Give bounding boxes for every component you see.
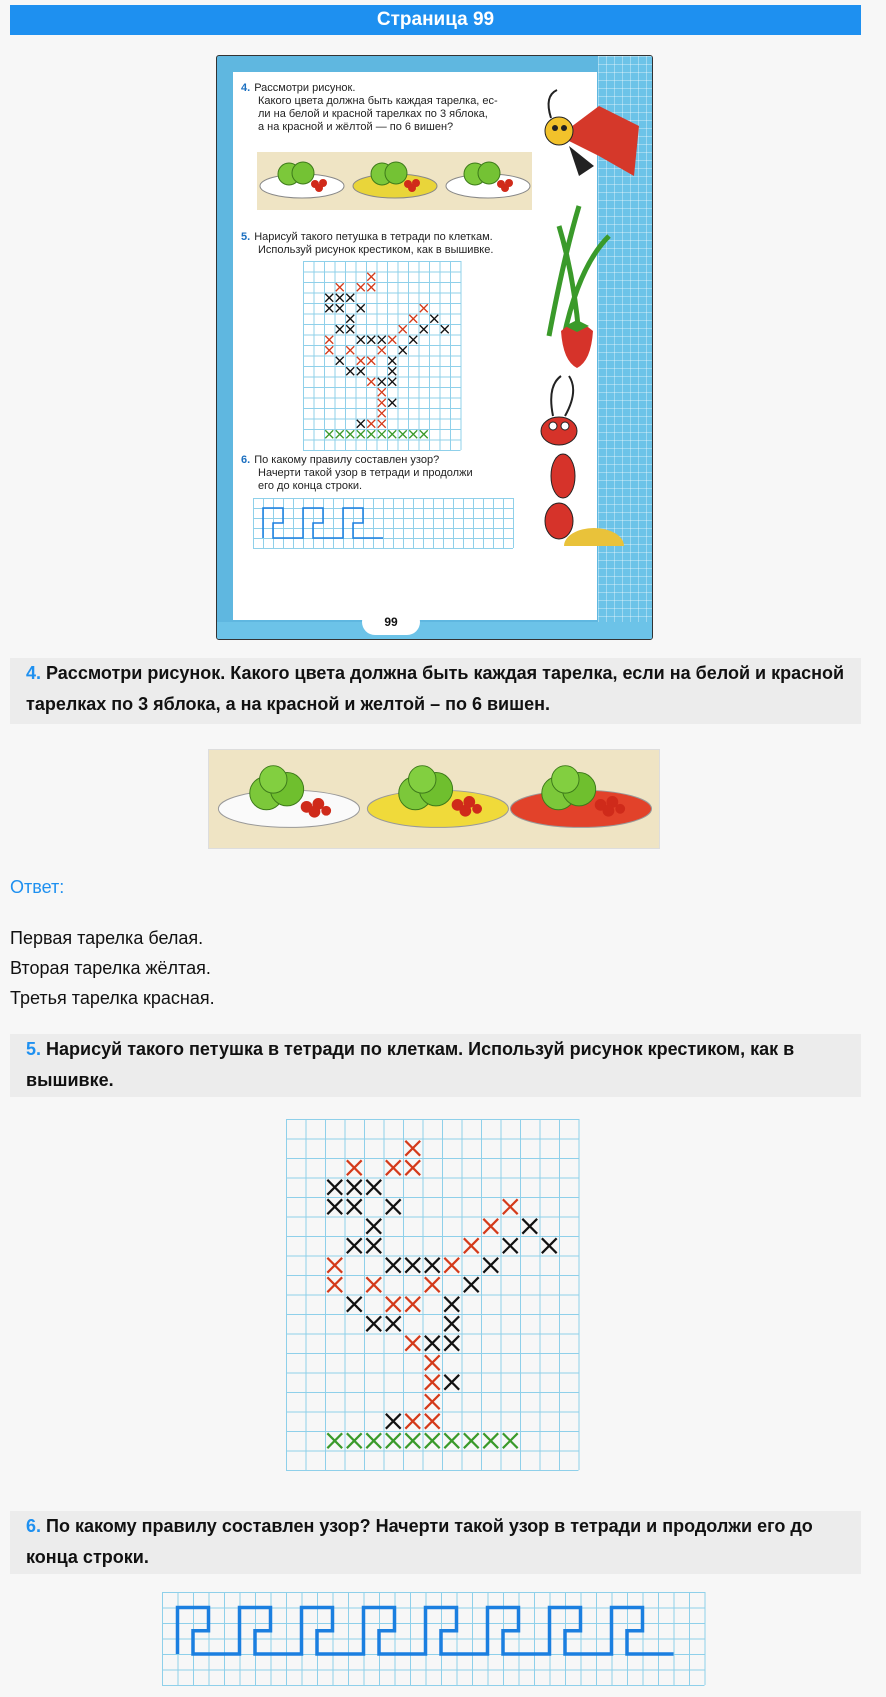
book-task-4-line: Какого цвета должна быть каждая тарелка, ес- bbox=[258, 95, 498, 107]
cross-stitch bbox=[409, 336, 417, 344]
cross-stitch bbox=[357, 430, 365, 438]
cross-stitch bbox=[378, 409, 386, 417]
cross-stitch bbox=[425, 1433, 440, 1448]
book-task-6-num: 6. bbox=[241, 454, 251, 466]
cross-stitch bbox=[542, 1238, 557, 1253]
answer-line: Третья тарелка красная. bbox=[10, 988, 215, 1008]
cross-stitch bbox=[346, 430, 354, 438]
cross-stitch bbox=[405, 1160, 420, 1175]
cross-stitch bbox=[522, 1219, 537, 1234]
task-5-number: 5. bbox=[26, 1039, 42, 1059]
cross-stitch bbox=[367, 273, 375, 281]
cross-stitch bbox=[483, 1433, 498, 1448]
plates-illustration bbox=[208, 749, 660, 849]
book-task-5-num: 5. bbox=[241, 231, 251, 243]
cross-stitch bbox=[325, 346, 333, 354]
cross-stitch bbox=[336, 304, 344, 312]
cross-stitch bbox=[378, 378, 386, 386]
cross-stitch bbox=[357, 420, 365, 428]
cross-stitch bbox=[378, 388, 386, 396]
task-6-text: По какому правилу составлен узор? Начерти такой узор в тетради и продолжи его до конца строки. bbox=[26, 1516, 813, 1567]
task-6-box bbox=[10, 1511, 861, 1574]
cross-stitch bbox=[409, 315, 417, 323]
cross-stitch bbox=[399, 346, 407, 354]
grid-lines bbox=[253, 498, 514, 549]
cross-stitch bbox=[347, 1180, 362, 1195]
cross-stitch bbox=[367, 420, 375, 428]
cross-stitch bbox=[444, 1297, 459, 1312]
cross-stitch bbox=[388, 399, 396, 407]
cross-stitch bbox=[405, 1258, 420, 1273]
task-4-text: Рассмотри рисунок. Какого цвета должна быть каждая тарелка, если на белой и красной тарелках по 3 яблока, а на красной и желтой – по 6 вишен. bbox=[26, 663, 845, 714]
cross-stitch bbox=[464, 1277, 479, 1292]
cross-stitch bbox=[405, 1141, 420, 1156]
grid-lines bbox=[303, 261, 461, 451]
cross-stitch bbox=[327, 1180, 342, 1195]
book-side-illustration bbox=[539, 76, 649, 546]
book-task-6 bbox=[241, 454, 473, 493]
textbook-bottom-border bbox=[217, 622, 653, 640]
cross-stitch bbox=[444, 1375, 459, 1390]
cross-stitch bbox=[336, 357, 344, 365]
cross-stitch bbox=[425, 1258, 440, 1273]
cross-stitch bbox=[503, 1433, 518, 1448]
answer-label: Ответ: bbox=[10, 877, 65, 897]
cross-stitch bbox=[357, 357, 365, 365]
cross-stitch bbox=[325, 336, 333, 344]
task-5-box bbox=[10, 1034, 861, 1097]
rooster-cross-stitch-grid bbox=[286, 1119, 586, 1479]
cross-stitch bbox=[444, 1316, 459, 1331]
cross-stitch bbox=[327, 1277, 342, 1292]
cross-stitch bbox=[425, 1394, 440, 1409]
cross-stitch bbox=[346, 346, 354, 354]
cross-stitch bbox=[399, 430, 407, 438]
cross-stitch bbox=[357, 336, 365, 344]
cross-stitch bbox=[346, 315, 354, 323]
answer-line: Первая тарелка белая. bbox=[10, 928, 204, 948]
book-pattern-grid bbox=[253, 498, 517, 550]
cross-stitch bbox=[388, 367, 396, 375]
book-task-5 bbox=[241, 231, 493, 257]
cross-stitch bbox=[386, 1433, 401, 1448]
cross-stitch bbox=[346, 325, 354, 333]
textbook-page-number: 99 bbox=[362, 609, 420, 635]
cross-stitch bbox=[347, 1433, 362, 1448]
cross-stitch bbox=[386, 1316, 401, 1331]
cross-stitch bbox=[483, 1258, 498, 1273]
cross-stitch bbox=[503, 1199, 518, 1214]
cross-stitch bbox=[366, 1238, 381, 1253]
book-task-4-num: 4. bbox=[241, 82, 251, 94]
cross-stitch bbox=[347, 1297, 362, 1312]
cross-stitch bbox=[378, 420, 386, 428]
cross-stitch bbox=[336, 294, 344, 302]
cross-stitch bbox=[386, 1160, 401, 1175]
cross-stitch bbox=[336, 325, 344, 333]
book-task-4 bbox=[241, 82, 498, 134]
cross-stitch bbox=[378, 399, 386, 407]
cross-stitch bbox=[367, 336, 375, 344]
cross-stitch bbox=[346, 294, 354, 302]
cross-stitch bbox=[388, 357, 396, 365]
cross-stitch bbox=[366, 1277, 381, 1292]
cross-stitch bbox=[420, 304, 428, 312]
cross-stitch bbox=[399, 325, 407, 333]
strawberry-icon bbox=[561, 320, 593, 368]
cross-stitch bbox=[366, 1180, 381, 1195]
cross-stitch bbox=[425, 1277, 440, 1292]
book-task-5-line: Нарисуй такого петушка в тетради по клеткам. bbox=[254, 231, 493, 243]
cross-stitch bbox=[357, 283, 365, 291]
book-task-6-line: его до конца строки. bbox=[258, 480, 363, 492]
cross-stitch bbox=[425, 1355, 440, 1370]
cross-stitch bbox=[327, 1199, 342, 1214]
cross-stitch bbox=[325, 304, 333, 312]
book-task-4-line: а на красной и жёлтой — по 6 вишен? bbox=[258, 121, 454, 133]
cross-stitch bbox=[503, 1238, 518, 1253]
bee-icon bbox=[545, 90, 639, 176]
cross-stitch bbox=[405, 1336, 420, 1351]
task-4-number: 4. bbox=[26, 663, 42, 683]
grid-lines bbox=[286, 1119, 579, 1471]
cross-stitch bbox=[347, 1160, 362, 1175]
cross-stitch bbox=[386, 1414, 401, 1429]
answer-line: Вторая тарелка жёлтая. bbox=[10, 958, 211, 978]
page-title: Страница 99 bbox=[10, 5, 861, 35]
cross-stitch bbox=[367, 283, 375, 291]
task-4-box bbox=[10, 658, 861, 724]
cross-stitch bbox=[357, 367, 365, 375]
cross-stitch bbox=[388, 378, 396, 386]
book-task-5-line: Используй рисунок крестиком, как в вышивке. bbox=[258, 244, 494, 256]
cross-stitch bbox=[430, 315, 438, 323]
cross-stitch bbox=[409, 430, 417, 438]
cross-stitch bbox=[444, 1336, 459, 1351]
cross-stitch bbox=[336, 283, 344, 291]
cross-stitch bbox=[483, 1219, 498, 1234]
cross-stitch bbox=[386, 1258, 401, 1273]
cross-stitch bbox=[425, 1336, 440, 1351]
cross-stitch bbox=[388, 336, 396, 344]
cross-stitch bbox=[378, 430, 386, 438]
cross-stitch bbox=[425, 1414, 440, 1429]
cross-stitch bbox=[325, 294, 333, 302]
book-task-4-line: Рассмотри рисунок. bbox=[254, 82, 356, 94]
cross-stitch bbox=[444, 1433, 459, 1448]
cross-stitch bbox=[336, 430, 344, 438]
book-task-6-line: По какому правилу составлен узор? bbox=[254, 454, 440, 466]
meander-pattern-grid bbox=[162, 1592, 708, 1689]
ant-icon bbox=[541, 376, 624, 546]
cross-stitch bbox=[388, 430, 396, 438]
cross-stitch bbox=[367, 378, 375, 386]
cross-stitch bbox=[366, 1316, 381, 1331]
cross-stitch bbox=[464, 1433, 479, 1448]
task-6-number: 6. bbox=[26, 1516, 42, 1536]
cross-stitch bbox=[405, 1414, 420, 1429]
cross-stitch bbox=[327, 1258, 342, 1273]
cross-stitch bbox=[405, 1297, 420, 1312]
book-task-4-line: ли на белой и красной тарелках по 3 яблока, bbox=[258, 108, 488, 120]
cross-stitch bbox=[444, 1258, 459, 1273]
cross-stitch bbox=[405, 1433, 420, 1448]
textbook-page-image bbox=[216, 55, 653, 640]
cross-stitch bbox=[327, 1433, 342, 1448]
cross-stitch bbox=[366, 1433, 381, 1448]
book-plates-illustration bbox=[257, 152, 532, 210]
cross-stitch bbox=[366, 1219, 381, 1234]
cross-stitch bbox=[378, 336, 386, 344]
cross-stitch bbox=[346, 367, 354, 375]
book-rooster-grid bbox=[303, 261, 468, 459]
cross-stitch bbox=[347, 1238, 362, 1253]
cross-stitch bbox=[367, 357, 375, 365]
cross-stitch bbox=[464, 1238, 479, 1253]
cross-stitch bbox=[420, 325, 428, 333]
meander-line bbox=[178, 1608, 674, 1655]
cross-stitch bbox=[441, 325, 449, 333]
cross-stitch bbox=[378, 346, 386, 354]
cross-stitch bbox=[325, 430, 333, 438]
cross-stitch bbox=[386, 1199, 401, 1214]
cross-stitch bbox=[425, 1375, 440, 1390]
cross-stitch bbox=[347, 1199, 362, 1214]
grass-icon bbox=[549, 206, 609, 336]
cross-stitch bbox=[386, 1297, 401, 1312]
task-5-text: Нарисуй такого петушка в тетради по клеткам. Используй рисунок крестиком, как в вышивке. bbox=[26, 1039, 795, 1090]
cross-stitch bbox=[420, 430, 428, 438]
cross-stitch bbox=[357, 304, 365, 312]
cross-stitch bbox=[367, 430, 375, 438]
book-task-6-line: Начерти такой узор в тетради и продолжи bbox=[258, 467, 473, 479]
